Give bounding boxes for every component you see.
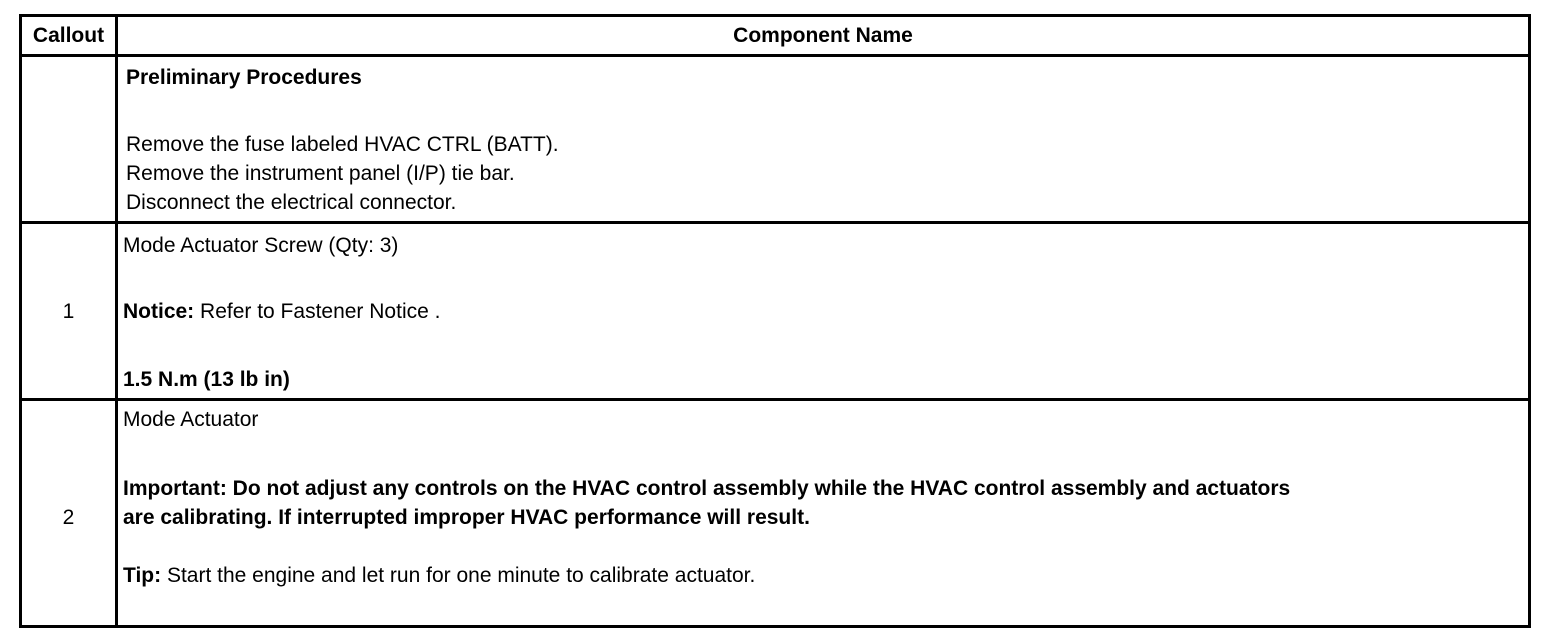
tip-text: Start the engine and let run for one minute to calibrate actuator. [161, 564, 756, 587]
header-divider [19, 54, 1531, 57]
prelim-step: Remove the instrument panel (I/P) tie bar. [126, 162, 515, 185]
tip-line [123, 562, 755, 590]
prelim-step: Disconnect the electrical connector. [126, 191, 457, 214]
important-note-line: Important: Do not adjust any controls on the HVAC control assembly while the HVAC control assembly and actuators [123, 477, 1291, 500]
notice-text: Refer to Fastener Notice . [194, 300, 441, 323]
header-callout: Callout [32, 24, 105, 47]
component-name: Mode Actuator Screw (Qty: 3) [123, 234, 399, 257]
header-component-name: Component Name [733, 24, 913, 47]
important-note-line: are calibrating. If interrupted improper HVAC performance will result. [123, 506, 810, 529]
tip-label: Tip: [123, 564, 162, 587]
prelim-title: Preliminary Procedures [126, 66, 362, 89]
row-divider [19, 221, 1531, 224]
column-divider [115, 14, 118, 628]
row-divider [19, 398, 1531, 401]
component-name: Mode Actuator [123, 408, 259, 431]
notice-line [123, 298, 440, 326]
callout-number: 1 [62, 300, 75, 323]
torque-spec: 1.5 N.m (13 lb in) [123, 368, 290, 391]
prelim-step: Remove the fuse labeled HVAC CTRL (BATT). [126, 133, 559, 156]
notice-label: Notice: [123, 300, 195, 323]
callout-number: 2 [62, 506, 75, 529]
